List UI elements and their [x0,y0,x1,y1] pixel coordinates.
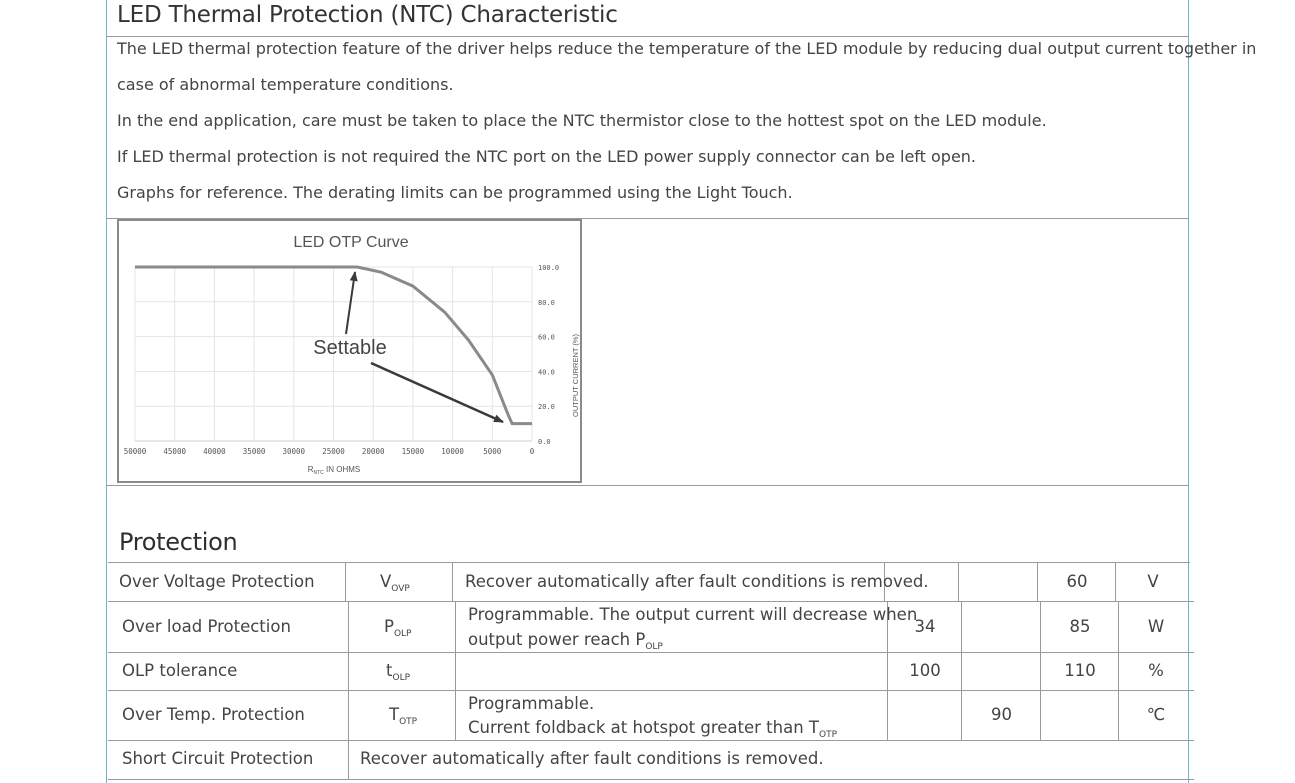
y-tick-label: 80.0 [538,298,555,307]
x-tick-label: 20000 [361,447,385,456]
row-olp-description-line1: Programmable. The output current will decrease when [468,605,918,624]
x-axis-label: $R_{NTC}$ IN OHMS [307,465,361,476]
row-olp-tolerance-name: OLP tolerance [122,661,238,680]
title-divider [106,36,1189,37]
chart-divider [106,485,1189,486]
y-tick-label: 40.0 [538,368,555,377]
y-tick-label: 0.0 [538,438,551,446]
ntc-paragraph-5: Graphs for reference. The derating limits can be programmed using the Light Touch. [117,183,793,202]
otp-chart-svg [119,221,580,481]
x-tick-label: 5000 [483,447,502,456]
row-olp-symbol: $P_{OLP}$ [384,617,412,639]
protection-title: Protection [119,528,238,556]
row-scp-name: Short Circuit Protection [122,749,314,768]
table-rule [108,779,1194,780]
ntc-paragraph-1: The LED thermal protection feature of the driver helps reduce the temperature of the LED module by reducing dual output current together in [117,39,1257,58]
x-tick-label: 50000 [123,447,147,456]
row-olp-description-line2: output power reach $P_{OLP}$ [468,630,663,652]
x-tick-label: 45000 [163,447,186,456]
ntc-section-title: LED Thermal Protection (NTC) Characteristic [117,2,618,28]
row-olp-name: Over load Protection [122,617,291,636]
row-ovp-description: Recover automatically after fault conditions is removed. [465,572,929,591]
x-tick-label: 15000 [401,447,425,456]
chart-title: LED OTP Curve [293,234,409,251]
row-olp-max: 85 [1069,617,1091,636]
table-rule [108,690,1194,691]
ntc-paragraph-3: In the end application, care must be taken to place the NTC thermistor close to the hottest spot on the LED module. [117,111,1047,130]
row-olp-min: 34 [914,617,936,636]
ntc-paragraph-4: If LED thermal protection is not required the NTC port on the LED power supply connector can be left open. [117,147,977,166]
row-scp-description: Recover automatically after fault conditions is removed. [360,749,824,768]
ntc-paragraph-2: case of abnormal temperature conditions. [117,75,454,94]
row-otp-typ: 90 [991,705,1012,724]
row-otp-description-line1: Programmable. [468,694,595,713]
table-col-divider [455,601,456,740]
settable-annotation: Settable [313,337,387,359]
table-col-divider [345,562,346,602]
table-rule [108,652,1194,653]
row-ovp-unit: V [1147,572,1159,591]
row-ovp-max: 60 [1066,572,1088,591]
y-axis-label: OUTPUT CURRENT (%) [571,333,580,417]
row-otp-name: Over Temp. Protection [122,705,305,724]
table-rule [108,601,1194,602]
row-ovp-symbol: $V_{OVP}$ [380,572,410,594]
x-tick-label: 0 [529,447,535,456]
y-tick-label: 20.0 [538,403,555,412]
table-col-divider [452,562,453,602]
row-olp-tolerance-max: 110 [1064,661,1096,680]
x-tick-label: 30000 [282,447,306,456]
x-tick-label: 40000 [203,447,226,456]
row-olp-unit: W [1147,617,1165,636]
row-olp-tolerance-unit: % [1148,661,1164,680]
row-olp-tolerance-symbol: $t_{OLP}$ [386,661,411,683]
table-rule [108,740,1194,741]
row-otp-unit: ℃ [1146,705,1166,724]
row-olp-tolerance-min: 100 [909,661,941,680]
row-ovp-name: Over Voltage Protection [119,572,315,591]
table-col-divider [348,601,349,779]
x-tick-label: 25000 [322,447,345,456]
x-tick-label: 35000 [242,447,266,456]
otp-chart [117,219,582,483]
row-otp-description-line2: Current foldback at hotspot greater than $T_{OTP}$ [468,718,838,740]
table-rule [108,562,1190,563]
y-tick-label: 100.0 [538,264,560,272]
x-tick-label: 10000 [441,447,464,456]
y-tick-label: 60.0 [538,333,555,342]
row-otp-symbol: $T_{OTP}$ [389,705,418,727]
settable-arrow-up [346,272,355,334]
table-col-divider [958,562,959,602]
